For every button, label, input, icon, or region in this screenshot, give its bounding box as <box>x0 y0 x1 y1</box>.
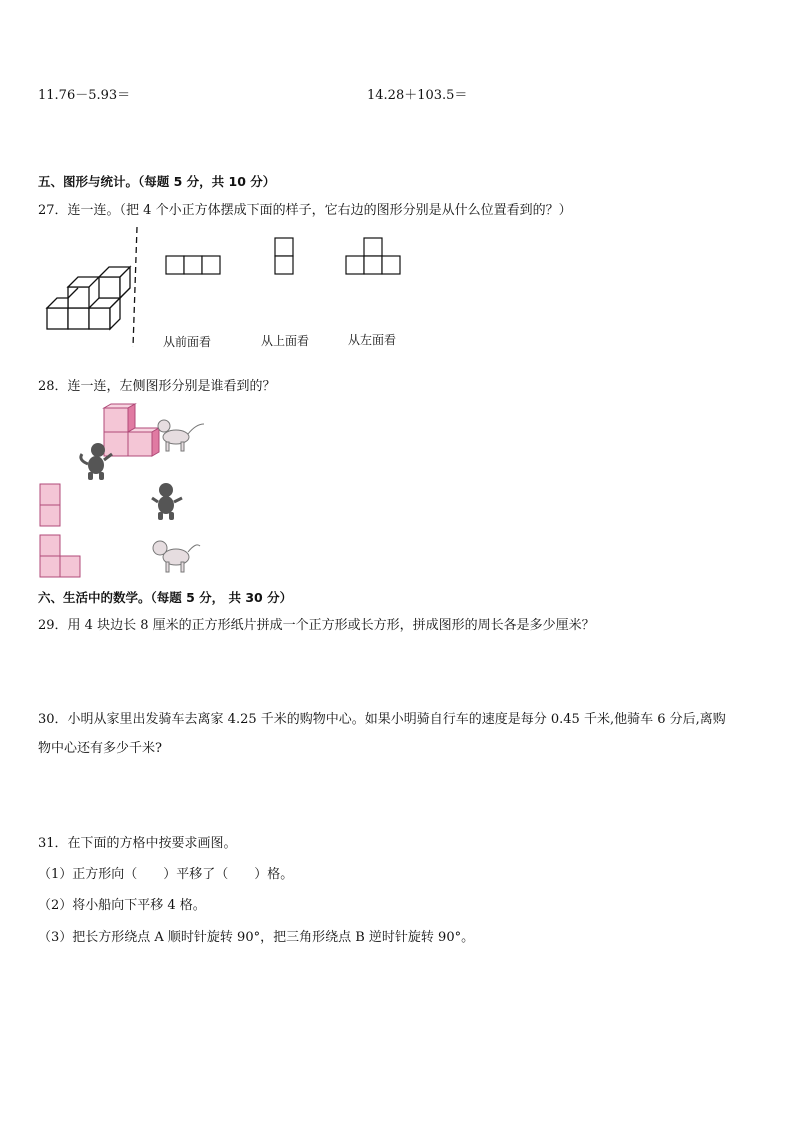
question-29: 29．用 4 块边长 8 厘米的正方形纸片拼成一个正方形或长方形，拼成图形的周长各是多少厘米？ <box>38 618 595 633</box>
pink-block-stack <box>104 404 159 456</box>
pink-view-l-shape <box>40 535 80 577</box>
question-31-item-3: （3）把长方形绕点 A 顺时针旋转 90°，把三角形绕点 B 逆时针旋转 90°。 <box>38 930 475 945</box>
pink-view-two-stack <box>40 484 60 526</box>
question-30-line-2: 物中心还有多少千米? <box>38 741 162 756</box>
section-6-heading: 六、生活中的数学。（每题 5 分， 共 30 分） <box>38 590 293 605</box>
section-5-heading: 五、图形与统计。（每题 5 分，共 10 分） <box>38 174 276 189</box>
view-label-top: 从上面看 <box>261 334 310 348</box>
question-31-item-2: （2）将小船向下平移 4 格。 <box>38 898 206 913</box>
view-shape-1 <box>166 256 220 274</box>
q28-figure <box>38 402 258 582</box>
calc-question-2: 14.28＋103.5＝ <box>367 88 468 103</box>
dog-icon <box>153 541 200 572</box>
calc-question-1: 11.76－5.93＝ <box>38 88 131 103</box>
question-27: 27．连一连。（把 4 个小正方体摆成下面的样子，它右边的图形分别是从什么位置看到的？） <box>38 203 572 218</box>
view-shape-2 <box>275 238 293 274</box>
dog-icon <box>158 420 204 451</box>
view-label-left: 从左面看 <box>348 333 397 347</box>
view-label-front: 从前面看 <box>163 335 212 349</box>
question-28: 28．连一连，左侧图形分别是谁看到的？ <box>38 379 276 394</box>
question-30-line-1: 30．小明从家里出发骑车去离家 4.25 千米的购物中心。如果小明骑自行车的速度是每分 0.45 千米,他骑车 6 分后,离购 <box>38 712 726 727</box>
q27-figure <box>40 225 460 355</box>
view-shape-3 <box>346 238 400 274</box>
cube-stack-3d <box>47 267 130 329</box>
question-31-item-1: （1）正方形向（ ）平移了（ ）格。 <box>38 867 294 882</box>
monkey-icon <box>152 483 182 520</box>
divider-dashed <box>133 227 137 347</box>
question-31: 31．在下面的方格中按要求画图。 <box>38 836 237 851</box>
